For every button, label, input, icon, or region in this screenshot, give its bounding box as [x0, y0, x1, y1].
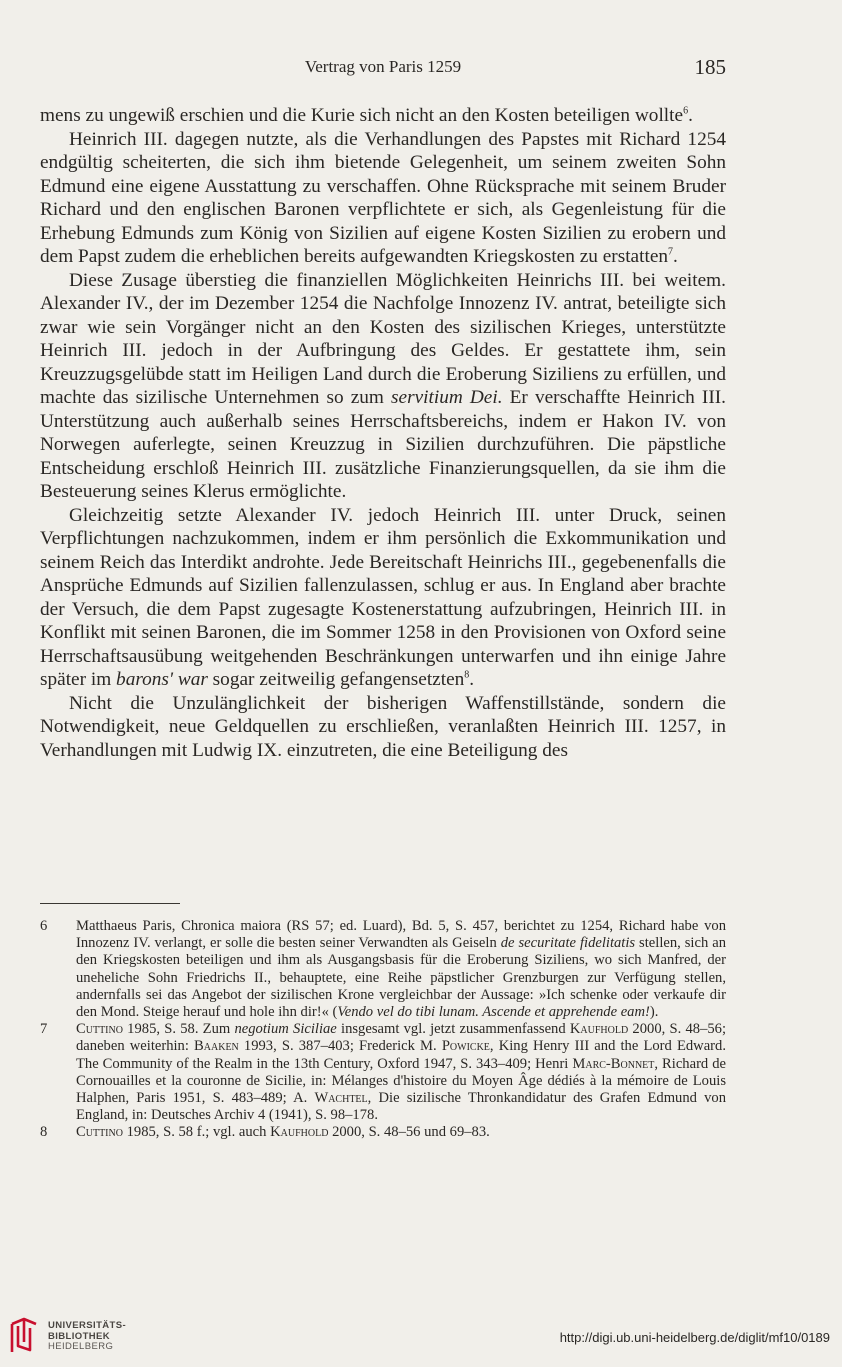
text-segment: Gleichzeitig setzte Alexander IV. jedoch Heinrich III. unter Druck, seinen Verpflichtungen nachzukommen, indem er ihm persönlich die Exkommunikation und seinem Reich das Interdikt androhte. Jede Bereitschaft Heinrichs III., gegebenenfalls die Ansprüche Edmunds auf Sizilien fallenzulassen, schlug er aus. In England aber brachte der Versuch, die dem Papst zugesagte Kostenerstattung aufzubringen, Heinrich III. in Konflikt mit seinen Baronen, die im Sommer 1258 in den Provisionen von Oxford seine Herrschaftsausübung weitgehenden Beschränkungen unterwarfen und ihn einige Jahre später im — [40, 504, 726, 690]
text-segment: , King Henry III and the Lord Edward. The Community of the Realm in the 13th Century, Oxford 1947, S. 343–409; Henri — [76, 1038, 726, 1072]
text-segment: , Richard de Cornouailles et la couronne de Sicilie, in: Mélanges d'histoire du Moyen Âge dédiés à la mémoire de Louis Halphen, Paris 1951, S. 483–489; A. — [76, 1055, 726, 1107]
running-header — [40, 55, 726, 83]
footnote — [40, 1021, 726, 1124]
text-segment: Nicht die Unzulänglichkeit der bisherigen Waffenstillstände, sondern die Notwendigkeit, neue Geldquellen zu erschließen, veranlaßten Heinrich III. 1257, in Verhandlungen mit Ludwig IX. einzutreten, die eine Beteiligung des — [40, 692, 726, 761]
footnote-reference[interactable]: 7 — [668, 246, 674, 258]
footnote-number: 7 — [40, 1021, 48, 1038]
footnote-number: 8 — [40, 1124, 48, 1141]
text-segment: 1993, S. 387–403; Frederick M. — [238, 1038, 442, 1055]
italic-text: de securitate fidelitatis — [500, 935, 636, 952]
text-segment: stellen, sich an den Kriegskosten beteiligen und ihm als Ausgangsbasis für die Eroberung Siziliens, wo sich Manfred, der uneheliche Sohn Friedrichs II., behauptete, eine Reihe päpstlicher Grenzburgen zur Verfügung stellen, andernfalls sei das Angebot der sizilischen Krone vergleichbar der Aussage: »Ich schenke oder verkaufe dir den Mond. Steige herauf und hole ihn dir!« ( — [76, 935, 726, 1021]
text-segment: Matthaeus Paris, Chronica maiora (RS 57; ed. Luard), Bd. 5, S. 457, berichtet zu 1254, Richard habe von Innozenz IV. verlangt, er solle die besten seiner Verwandten als Geiseln — [76, 918, 726, 952]
text-segment: mens zu ungewiß erschien und die Kurie sich nicht an den Kosten beteiligen wollte — [40, 105, 684, 126]
library-logo — [8, 1316, 158, 1360]
text-segment: , Die sizilische Thronkandidatur des Grafen Edmund von England, in: Deutsches Archiv 4 (1941), S. 98–178. — [76, 1090, 727, 1124]
text-segment: sogar zeitweilig gefangensetzten — [207, 669, 465, 690]
paragraph — [40, 269, 726, 504]
footnote — [40, 1124, 726, 1141]
author-name: Kaufhold — [569, 1021, 629, 1038]
italic-text: barons' war — [116, 669, 208, 690]
author-name: Cuttino — [76, 1124, 123, 1141]
text-segment: Er verschaffte Heinrich III. Unterstützung auch außerhalb seines Herrschaftsbereichs, indem er Hakon IV. von Norwegen auferlegte, seinen Kreuzzug in Sizilien durchzuführen. Die päpstliche Entscheidung erschloß Heinrich III. zusätzliche Finanzierungsquellen, da sie ihm die Besteuerung seines Klerus ermöglichte. — [40, 387, 726, 502]
footnote-number: 6 — [40, 918, 48, 934]
footnote — [40, 918, 726, 1021]
footnote-reference[interactable]: 6 — [683, 105, 689, 117]
text-segment: insgesamt vgl. jetzt zusammenfassend — [336, 1021, 570, 1038]
logo-line-2: BIBLIOTHEK — [48, 1330, 111, 1342]
logo-line-1: UNIVERSITÄTS- — [48, 1320, 127, 1331]
italic-text: Vendo vel do tibi lunam. Ascende et apprehende eam! — [337, 1004, 650, 1021]
university-library-logo-icon — [8, 1316, 40, 1356]
text-segment: 1985, S. 58. Zum — [122, 1021, 235, 1038]
main-text — [40, 104, 726, 762]
italic-text: servitium Dei. — [391, 387, 503, 408]
text-segment: . — [673, 246, 678, 267]
author-name: Cuttino — [76, 1021, 123, 1038]
paragraph — [40, 104, 726, 128]
author-name: Baaken — [194, 1038, 239, 1055]
text-segment: 2000, S. 48–56 und 69–83. — [328, 1124, 490, 1141]
author-name: Marc-Bonnet — [572, 1055, 655, 1072]
text-segment: Diese Zusage überstieg die finanziellen Möglichkeiten Heinrichs III. bei weitem. Alexander IV., der im Dezember 1254 die Nachfolge Innozenz IV. antrat, beteiligte sich zwar wie sein Vorgänger nicht an den Kosten des sizilischen Krieges, unterstützte Heinrich III. jedoch in der Aufbringung des Geldes. Er gestattete ihm, sein Kreuzzugsgelübde statt im Heiligen Land durch die Eroberung Siziliens zu erfüllen, und machte das sizilische Unternehmen so zum — [40, 269, 726, 408]
footnotes — [40, 918, 726, 1142]
text-segment: . — [469, 669, 475, 690]
author-name: Powicke — [441, 1038, 490, 1055]
author-name: Wachtel — [314, 1090, 368, 1107]
text-segment: 1985, S. 58 f.; vgl. auch — [122, 1124, 271, 1141]
italic-text: negotium Siciliae — [234, 1021, 337, 1038]
page-number: 185 — [694, 55, 726, 79]
author-name: Kaufhold — [270, 1124, 329, 1141]
text-segment: Heinrich III. dagegen nutzte, als die Verhandlungen des Papstes mit Richard 1254 endgültig scheiterten, die sich ihm bietende Gelegenheit, um seinem zweiten Sohn Edmund eine eigene Ausstattung zu verschaffen. Ohne Rücksprache mit seinem Bruder Richard und den englischen Baronen verpflichtete er sich, als Gegenleistung für die Erhebung Edmunds zum König von Sizilien auf eigene Kosten Sizilien zu erobern und dem Papst zudem die erheblichen bereits aufgewandten Kriegskosten zu erstatten — [40, 128, 726, 267]
text-segment: . — [688, 105, 693, 126]
logo-line-3: HEIDELBERG — [48, 1341, 114, 1352]
paragraph — [40, 504, 726, 692]
footnote-reference[interactable]: 8 — [464, 669, 470, 681]
text-segment: 2000, S. 48–56; daneben weiterhin: — [76, 1021, 727, 1055]
footnote-rule — [40, 903, 180, 904]
paragraph — [40, 128, 726, 269]
source-url-link[interactable]: http://digi.ub.uni-heidelberg.de/diglit/mf10/0189 — [559, 1330, 830, 1345]
text-segment: ). — [649, 1004, 659, 1021]
paragraph — [40, 692, 726, 763]
running-title: Vertrag von Paris 1259 — [304, 57, 462, 76]
